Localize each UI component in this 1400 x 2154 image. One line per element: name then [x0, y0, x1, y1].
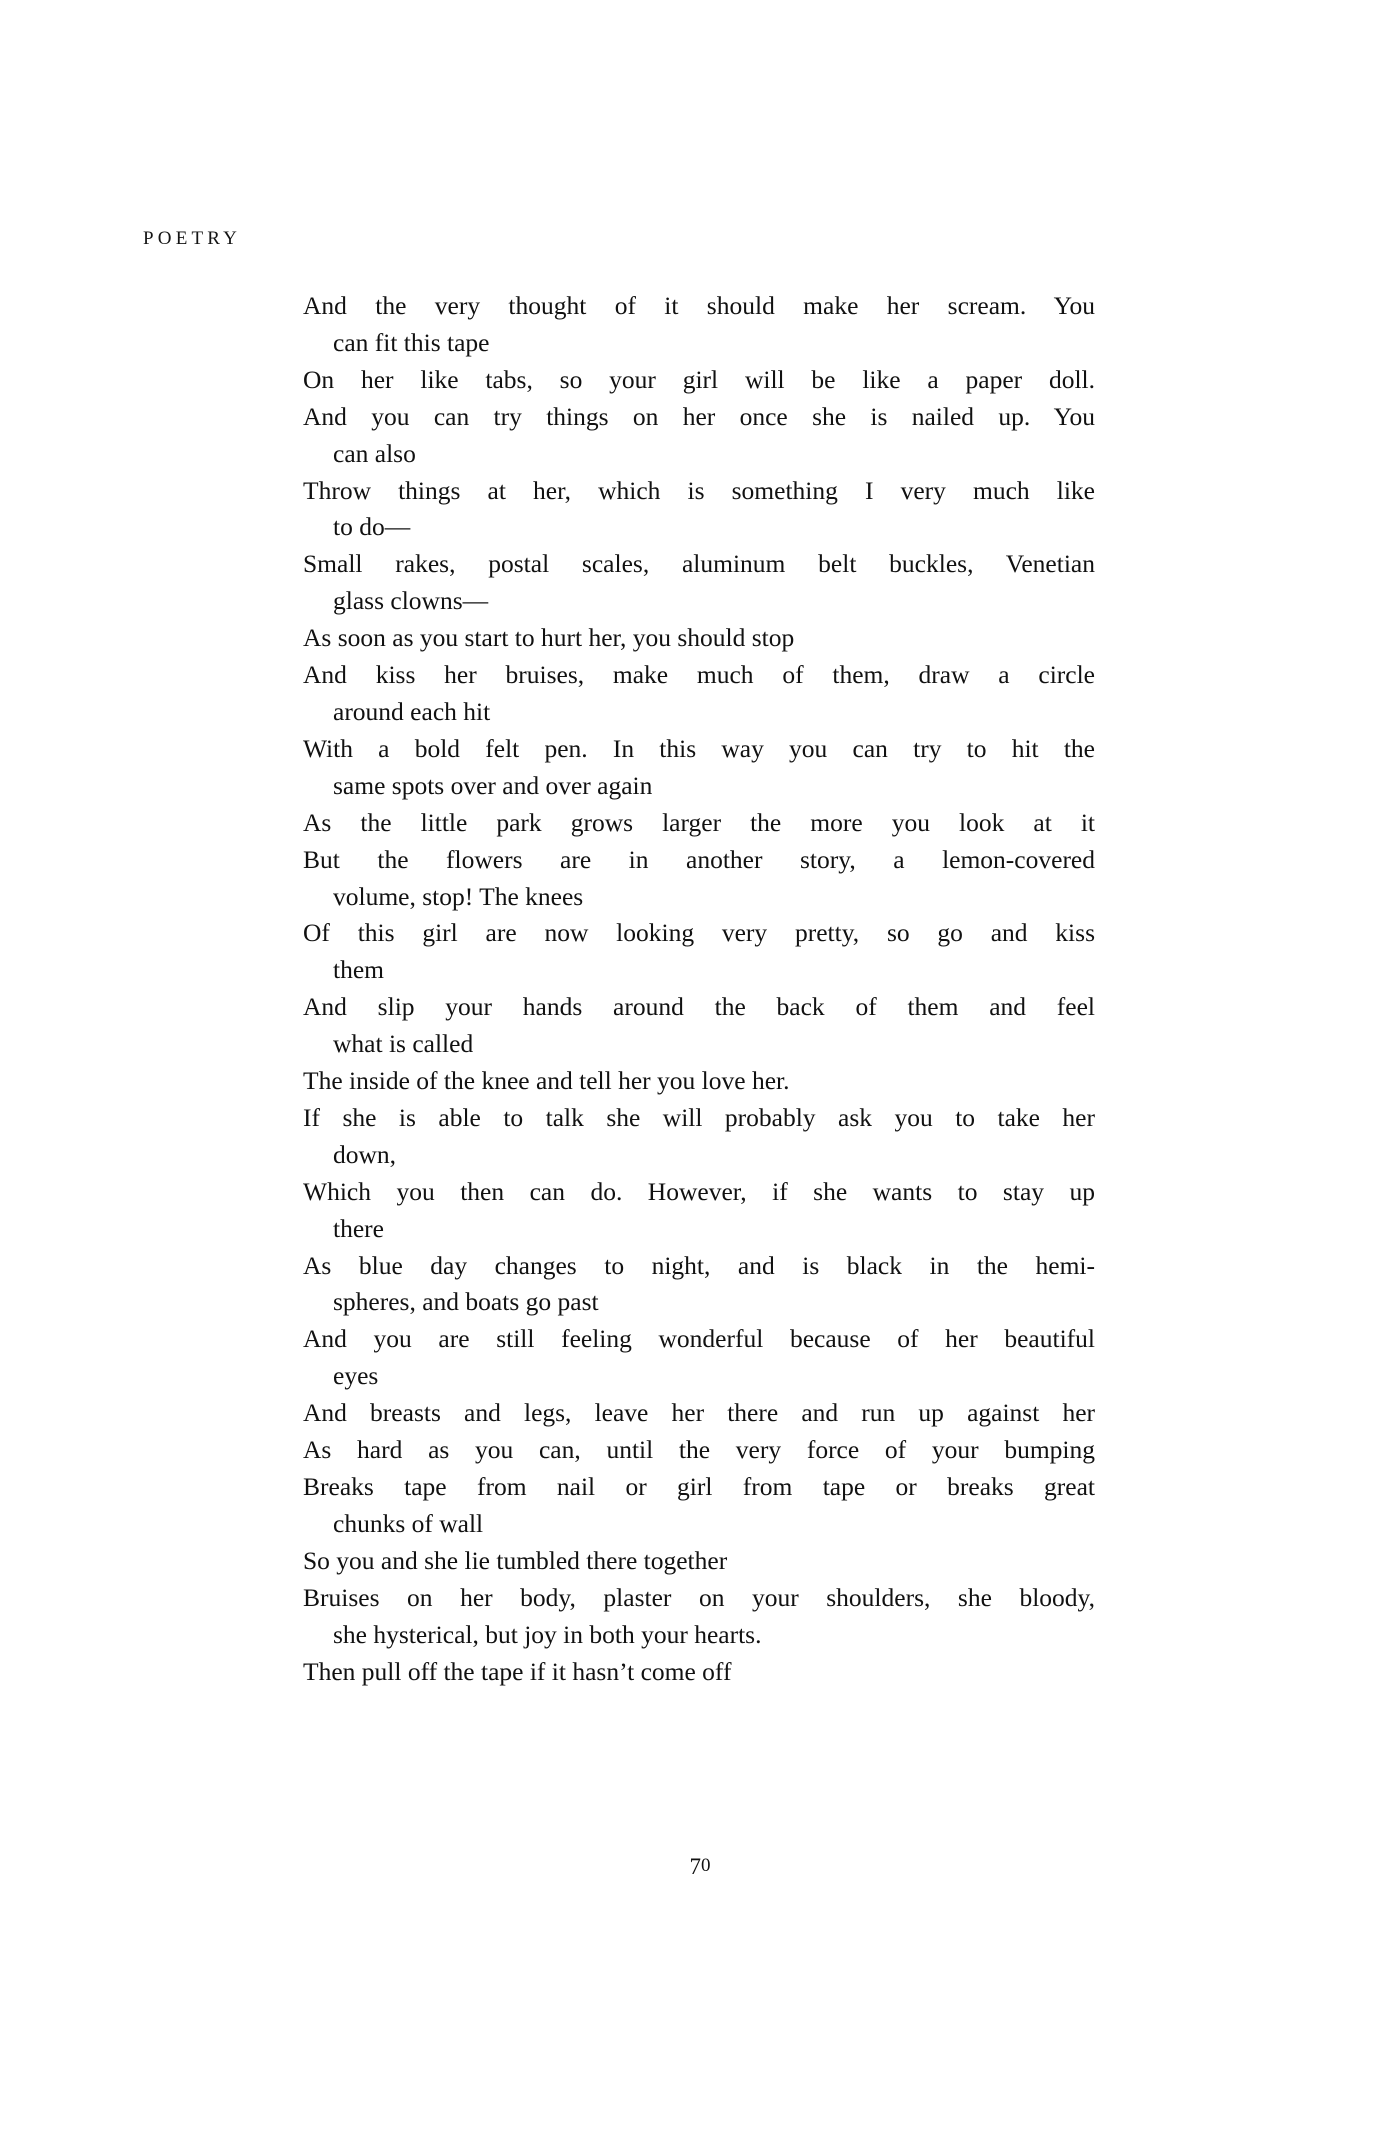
poem-line: down,: [333, 1139, 397, 1169]
poem-line: As the little park grows larger the more you look at it: [303, 807, 1095, 837]
poem-line: them: [333, 955, 384, 985]
poem-line: spheres, and boats go past: [333, 1287, 599, 1317]
poem-line: And you can try things on her once she is nailed up. You: [303, 401, 1095, 431]
running-head: POETRY: [143, 228, 242, 249]
poem-line: chunks of wall: [333, 1508, 484, 1538]
poem-line: glass clowns—: [333, 586, 489, 616]
page-number: [0, 1852, 1400, 1878]
poem-line: Small rakes, postal scales, aluminum belt buckles, Venetian: [303, 549, 1095, 579]
poem-line: And slip your hands around the back of them and feel: [303, 992, 1095, 1022]
poem-line: So you and she lie tumbled there together: [303, 1545, 728, 1575]
poem-body: [303, 288, 1095, 1690]
poem-line: And you are still feeling wonderful because of her beautiful: [303, 1324, 1095, 1354]
poem-line: Then pull off the tape if it hasn’t come off: [303, 1656, 732, 1686]
page-number-digit-1: 7: [689, 1854, 701, 1879]
poem-line: same spots over and over again: [333, 770, 653, 800]
poem-line: But the flowers are in another story, a lemon-covered: [303, 844, 1095, 874]
poem-line: there: [333, 1213, 384, 1243]
poem-line: to do—: [333, 512, 411, 542]
page-number-digit-2: 0: [701, 1855, 711, 1876]
poem-line: what is called: [333, 1029, 474, 1059]
poem-line: Of this girl are now looking very pretty, so go and kiss: [303, 918, 1095, 948]
poem-line: As hard as you can, until the very force of your bumping: [303, 1435, 1095, 1465]
poem-line: If she is able to talk she will probably ask you to take her: [303, 1102, 1095, 1132]
poem-line: volume, stop! The knees: [333, 881, 584, 911]
page-number-value: [690, 1852, 711, 1878]
poem-line: The inside of the knee and tell her you love her.: [303, 1066, 790, 1096]
poem-line: As blue day changes to night, and is black in the hemi-: [303, 1250, 1095, 1280]
poem-line: Bruises on her body, plaster on your shoulders, she bloody,: [303, 1582, 1095, 1612]
poem-line: Breaks tape from nail or girl from tape or breaks great: [303, 1472, 1095, 1501]
poem-line: can also: [333, 438, 416, 468]
poem-line: On her like tabs, so your girl will be like a paper doll.: [303, 364, 1095, 394]
poem-line: Which you then can do. However, if she wants to stay up: [303, 1176, 1095, 1206]
poem-line: Throw things at her, which is something I very much like: [303, 475, 1095, 505]
poem-line: she hysterical, but joy in both your hearts.: [333, 1619, 762, 1649]
poem-line: around each hit: [333, 696, 491, 726]
poem-line: And the very thought of it should make her scream. You: [303, 291, 1095, 320]
poem-line: With a bold felt pen. In this way you can try to hit the: [303, 733, 1095, 763]
poem-line: And breasts and legs, leave her there and run up against her: [303, 1398, 1095, 1428]
poem-line: can fit this tape: [333, 327, 490, 357]
poem-line: As soon as you start to hurt her, you should stop: [303, 623, 795, 653]
poem-line: eyes: [333, 1361, 379, 1391]
poem-line: And kiss her bruises, make much of them, draw a circle: [303, 660, 1095, 690]
